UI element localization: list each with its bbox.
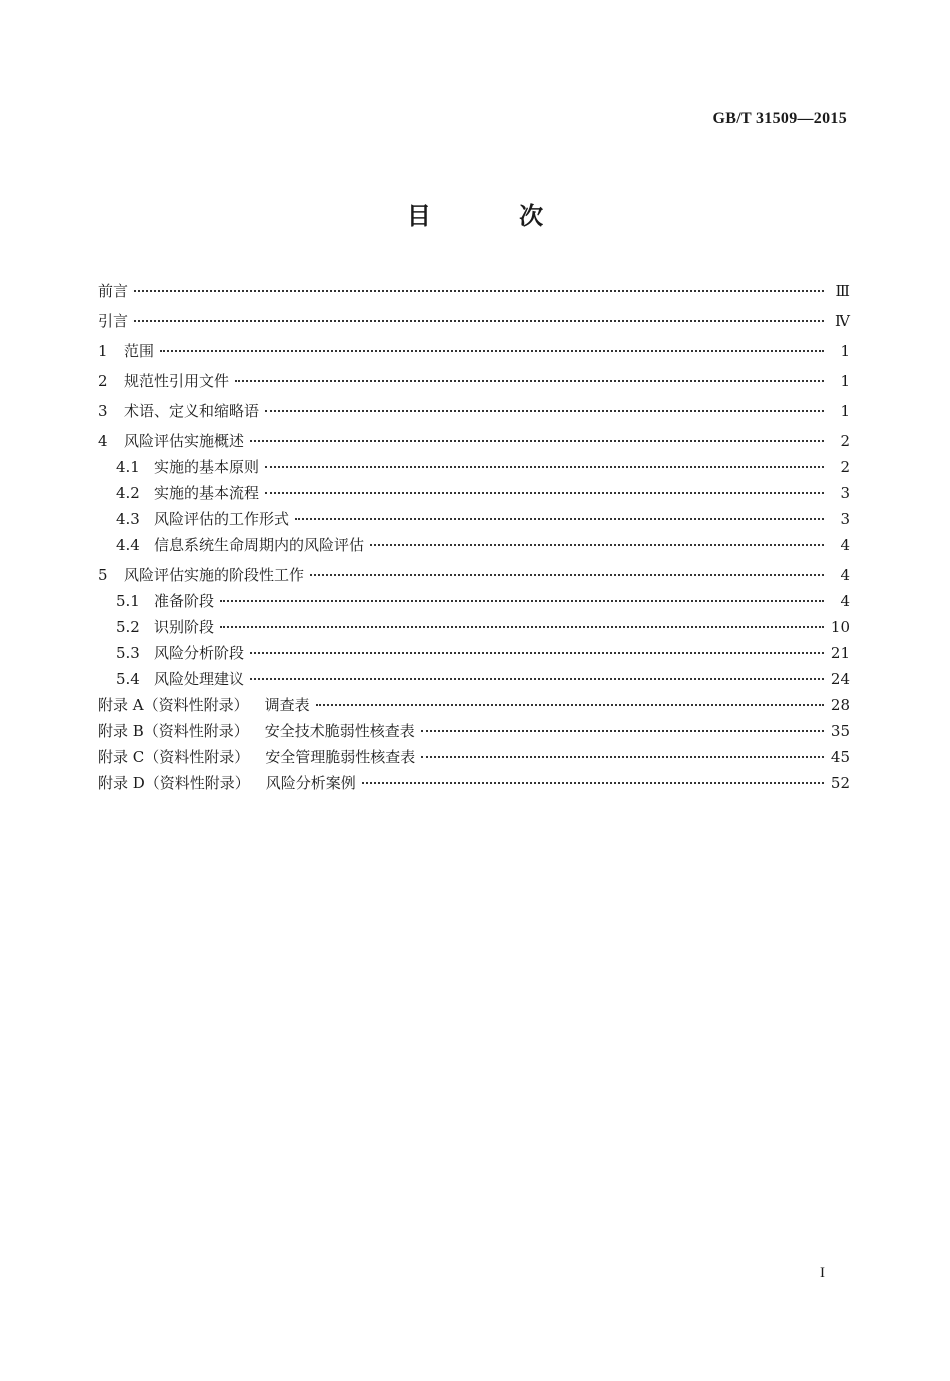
toc-entry-number: 附录 A（资料性附录） [98, 696, 249, 714]
toc-entry-label: 风险评估的工作形式 [154, 510, 290, 528]
toc-entry-number: 5.2 [116, 618, 140, 636]
toc-entry-page: 2 [840, 432, 850, 450]
toc-entry-label: 术语、定义和缩略语 [124, 402, 260, 420]
toc-entry-label: 准备阶段 [154, 592, 215, 610]
toc-entry-number: 4.4 [116, 536, 140, 554]
toc-entry-page: 1 [840, 372, 850, 390]
toc-entry-page: 1 [840, 402, 850, 420]
toc-entry-label: 风险分析案例 [265, 774, 356, 792]
dot-leader [265, 410, 824, 412]
toc-entry[interactable] [98, 482, 850, 508]
dot-leader [295, 518, 824, 520]
toc-entry-label: 识别阶段 [154, 618, 215, 636]
toc-entry-page: 2 [840, 458, 850, 476]
toc-entry[interactable] [98, 564, 850, 590]
toc-entry-page: 24 [830, 670, 850, 688]
toc-entry[interactable] [98, 642, 850, 668]
toc-entry-page: 1 [840, 342, 850, 360]
dot-leader [250, 652, 824, 654]
toc-entry[interactable] [98, 616, 850, 642]
toc-entry[interactable] [98, 772, 850, 798]
toc-entry-label: 前言 [98, 282, 129, 300]
toc-entry-number: 4.1 [116, 458, 140, 476]
toc-entry-page: 52 [830, 774, 850, 792]
toc-entry-label: 引言 [98, 312, 129, 330]
dot-leader [265, 466, 824, 468]
toc-entry-page: 35 [830, 722, 850, 740]
toc-entry-page: 45 [830, 748, 850, 766]
toc-entry-label: 实施的基本原则 [154, 458, 260, 476]
toc-entry-number: 5.4 [116, 670, 140, 688]
toc-entry-number: 附录 D（资料性附录） [98, 774, 250, 792]
dot-leader [421, 756, 824, 758]
table-of-contents [98, 276, 850, 798]
toc-entry-number: 3 [98, 402, 108, 420]
toc-entry-label: 调查表 [264, 696, 310, 714]
toc-entry-page: 3 [840, 510, 850, 528]
toc-entry-page: 4 [840, 566, 850, 584]
toc-entry[interactable] [98, 340, 850, 366]
toc-entry-number: 1 [98, 342, 108, 360]
toc-entry[interactable] [98, 310, 850, 336]
toc-entry[interactable] [98, 370, 850, 396]
toc-entry[interactable] [98, 430, 850, 456]
toc-entry-number: 4 [98, 432, 108, 450]
toc-entry[interactable] [98, 280, 850, 306]
toc-entry[interactable] [98, 456, 850, 482]
dot-leader [370, 544, 824, 546]
toc-entry-number: 5 [98, 566, 108, 584]
toc-entry-label: 风险评估实施概述 [124, 432, 245, 450]
toc-entry[interactable] [98, 400, 850, 426]
toc-entry[interactable] [98, 534, 850, 560]
toc-entry-page: Ⅳ [835, 312, 850, 330]
dot-leader [250, 678, 824, 680]
dot-leader [134, 320, 824, 322]
toc-entry-number: 附录 C（资料性附录） [98, 748, 250, 766]
toc-title: 目 次 [406, 201, 584, 230]
toc-entry-label: 规范性引用文件 [124, 372, 230, 390]
toc-entry[interactable] [98, 694, 850, 720]
toc-entry-label: 安全技术脆弱性核查表 [264, 722, 415, 740]
toc-entry-page: Ⅲ [835, 282, 850, 300]
toc-entry-label: 范围 [124, 342, 155, 360]
dot-leader [134, 290, 824, 292]
toc-entry[interactable] [98, 668, 850, 694]
toc-entry-page: 3 [840, 484, 850, 502]
toc-entry-number: 4.2 [116, 484, 140, 502]
toc-entry-label: 实施的基本流程 [154, 484, 260, 502]
toc-entry-page: 21 [830, 644, 850, 662]
toc-entry[interactable] [98, 720, 850, 746]
toc-entry-number: 2 [98, 372, 108, 390]
document-code: GB/T 31509—2015 [712, 110, 847, 127]
toc-entry-number: 附录 B（资料性附录） [98, 722, 249, 740]
toc-entry-page: 10 [830, 618, 850, 636]
toc-entry-label: 风险处理建议 [154, 670, 245, 688]
dot-leader [362, 782, 824, 784]
dot-leader [250, 440, 824, 442]
toc-entry-number: 4.3 [116, 510, 140, 528]
toc-entry-number: 5.3 [116, 644, 140, 662]
toc-entry-label: 风险分析阶段 [154, 644, 245, 662]
page-number: I [820, 1265, 825, 1281]
toc-entry-label: 风险评估实施的阶段性工作 [124, 566, 305, 584]
dot-leader [220, 626, 824, 628]
toc-entry-label: 信息系统生命周期内的风险评估 [154, 536, 365, 554]
dot-leader [316, 704, 824, 706]
toc-entry[interactable] [98, 746, 850, 772]
dot-leader [265, 492, 824, 494]
toc-entry-page: 28 [830, 696, 850, 714]
toc-entry-page: 4 [840, 536, 850, 554]
toc-entry-number: 5.1 [116, 592, 140, 610]
toc-entry[interactable] [98, 590, 850, 616]
dot-leader [421, 730, 824, 732]
toc-entry-page: 4 [840, 592, 850, 610]
dot-leader [310, 574, 824, 576]
toc-entry-label: 安全管理脆弱性核查表 [265, 748, 416, 766]
dot-leader [235, 380, 824, 382]
dot-leader [220, 600, 824, 602]
toc-entry[interactable] [98, 508, 850, 534]
dot-leader [160, 350, 824, 352]
